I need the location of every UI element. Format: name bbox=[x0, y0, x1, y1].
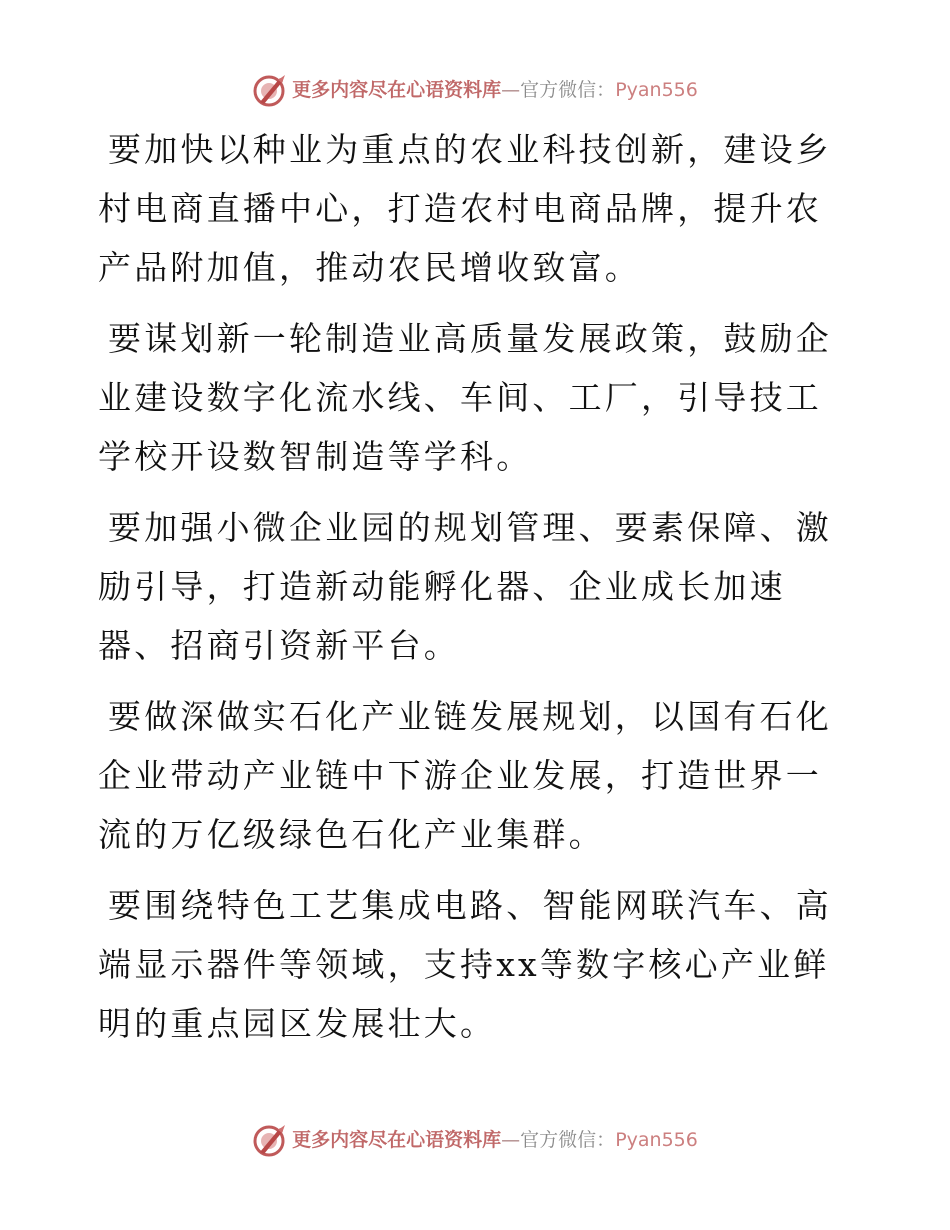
watermark-dash: — bbox=[501, 1128, 521, 1151]
watermark-text bbox=[292, 78, 698, 101]
watermark-dash: — bbox=[501, 78, 521, 101]
watermark-label: 官方微信： bbox=[520, 78, 616, 101]
paragraph-small-enterprise-park: 要加强小微企业园的规划管理、要素保障、激励引导，打造新动能孵化器、企业成长加速器、招商引资新平台。 bbox=[98, 508, 832, 665]
paragraph-manufacturing: 要谋划新一轮制造业高质量发展政策，鼓励企业建设数字化流水线、车间、工厂，引导技工学校开设数智制造等学科。 bbox=[98, 319, 832, 476]
quill-pen-logo-icon bbox=[252, 1122, 288, 1158]
watermark-brand: 更多内容尽在心语资料库 bbox=[292, 78, 502, 101]
paragraph-digital-core-industry: 要围绕特色工艺集成电路、智能网联汽车、高端显示器件等领域，支持xx等数字核心产业鲜明的重点园区发展壮大。 bbox=[98, 886, 832, 1043]
watermark-label: 官方微信： bbox=[520, 1128, 616, 1151]
paragraph-petrochemical: 要做深做实石化产业链发展规划，以国有石化企业带动产业链中下游企业发展，打造世界一流的万亿级绿色石化产业集群。 bbox=[98, 697, 832, 854]
watermark-text bbox=[292, 1128, 698, 1151]
quill-pen-logo-icon bbox=[252, 72, 288, 108]
watermark-wechat-id: Pyan556 bbox=[615, 78, 698, 101]
footer-watermark bbox=[0, 1118, 950, 1162]
watermark-brand: 更多内容尽在心语资料库 bbox=[292, 1128, 502, 1151]
header-watermark bbox=[0, 68, 950, 112]
document-body bbox=[98, 120, 850, 1065]
paragraph-seed-industry: 要加快以种业为重点的农业科技创新，建设乡村电商直播中心，打造农村电商品牌，提升农产品附加值，推动农民增收致富。 bbox=[98, 130, 832, 287]
watermark-wechat-id: Pyan556 bbox=[615, 1128, 698, 1151]
